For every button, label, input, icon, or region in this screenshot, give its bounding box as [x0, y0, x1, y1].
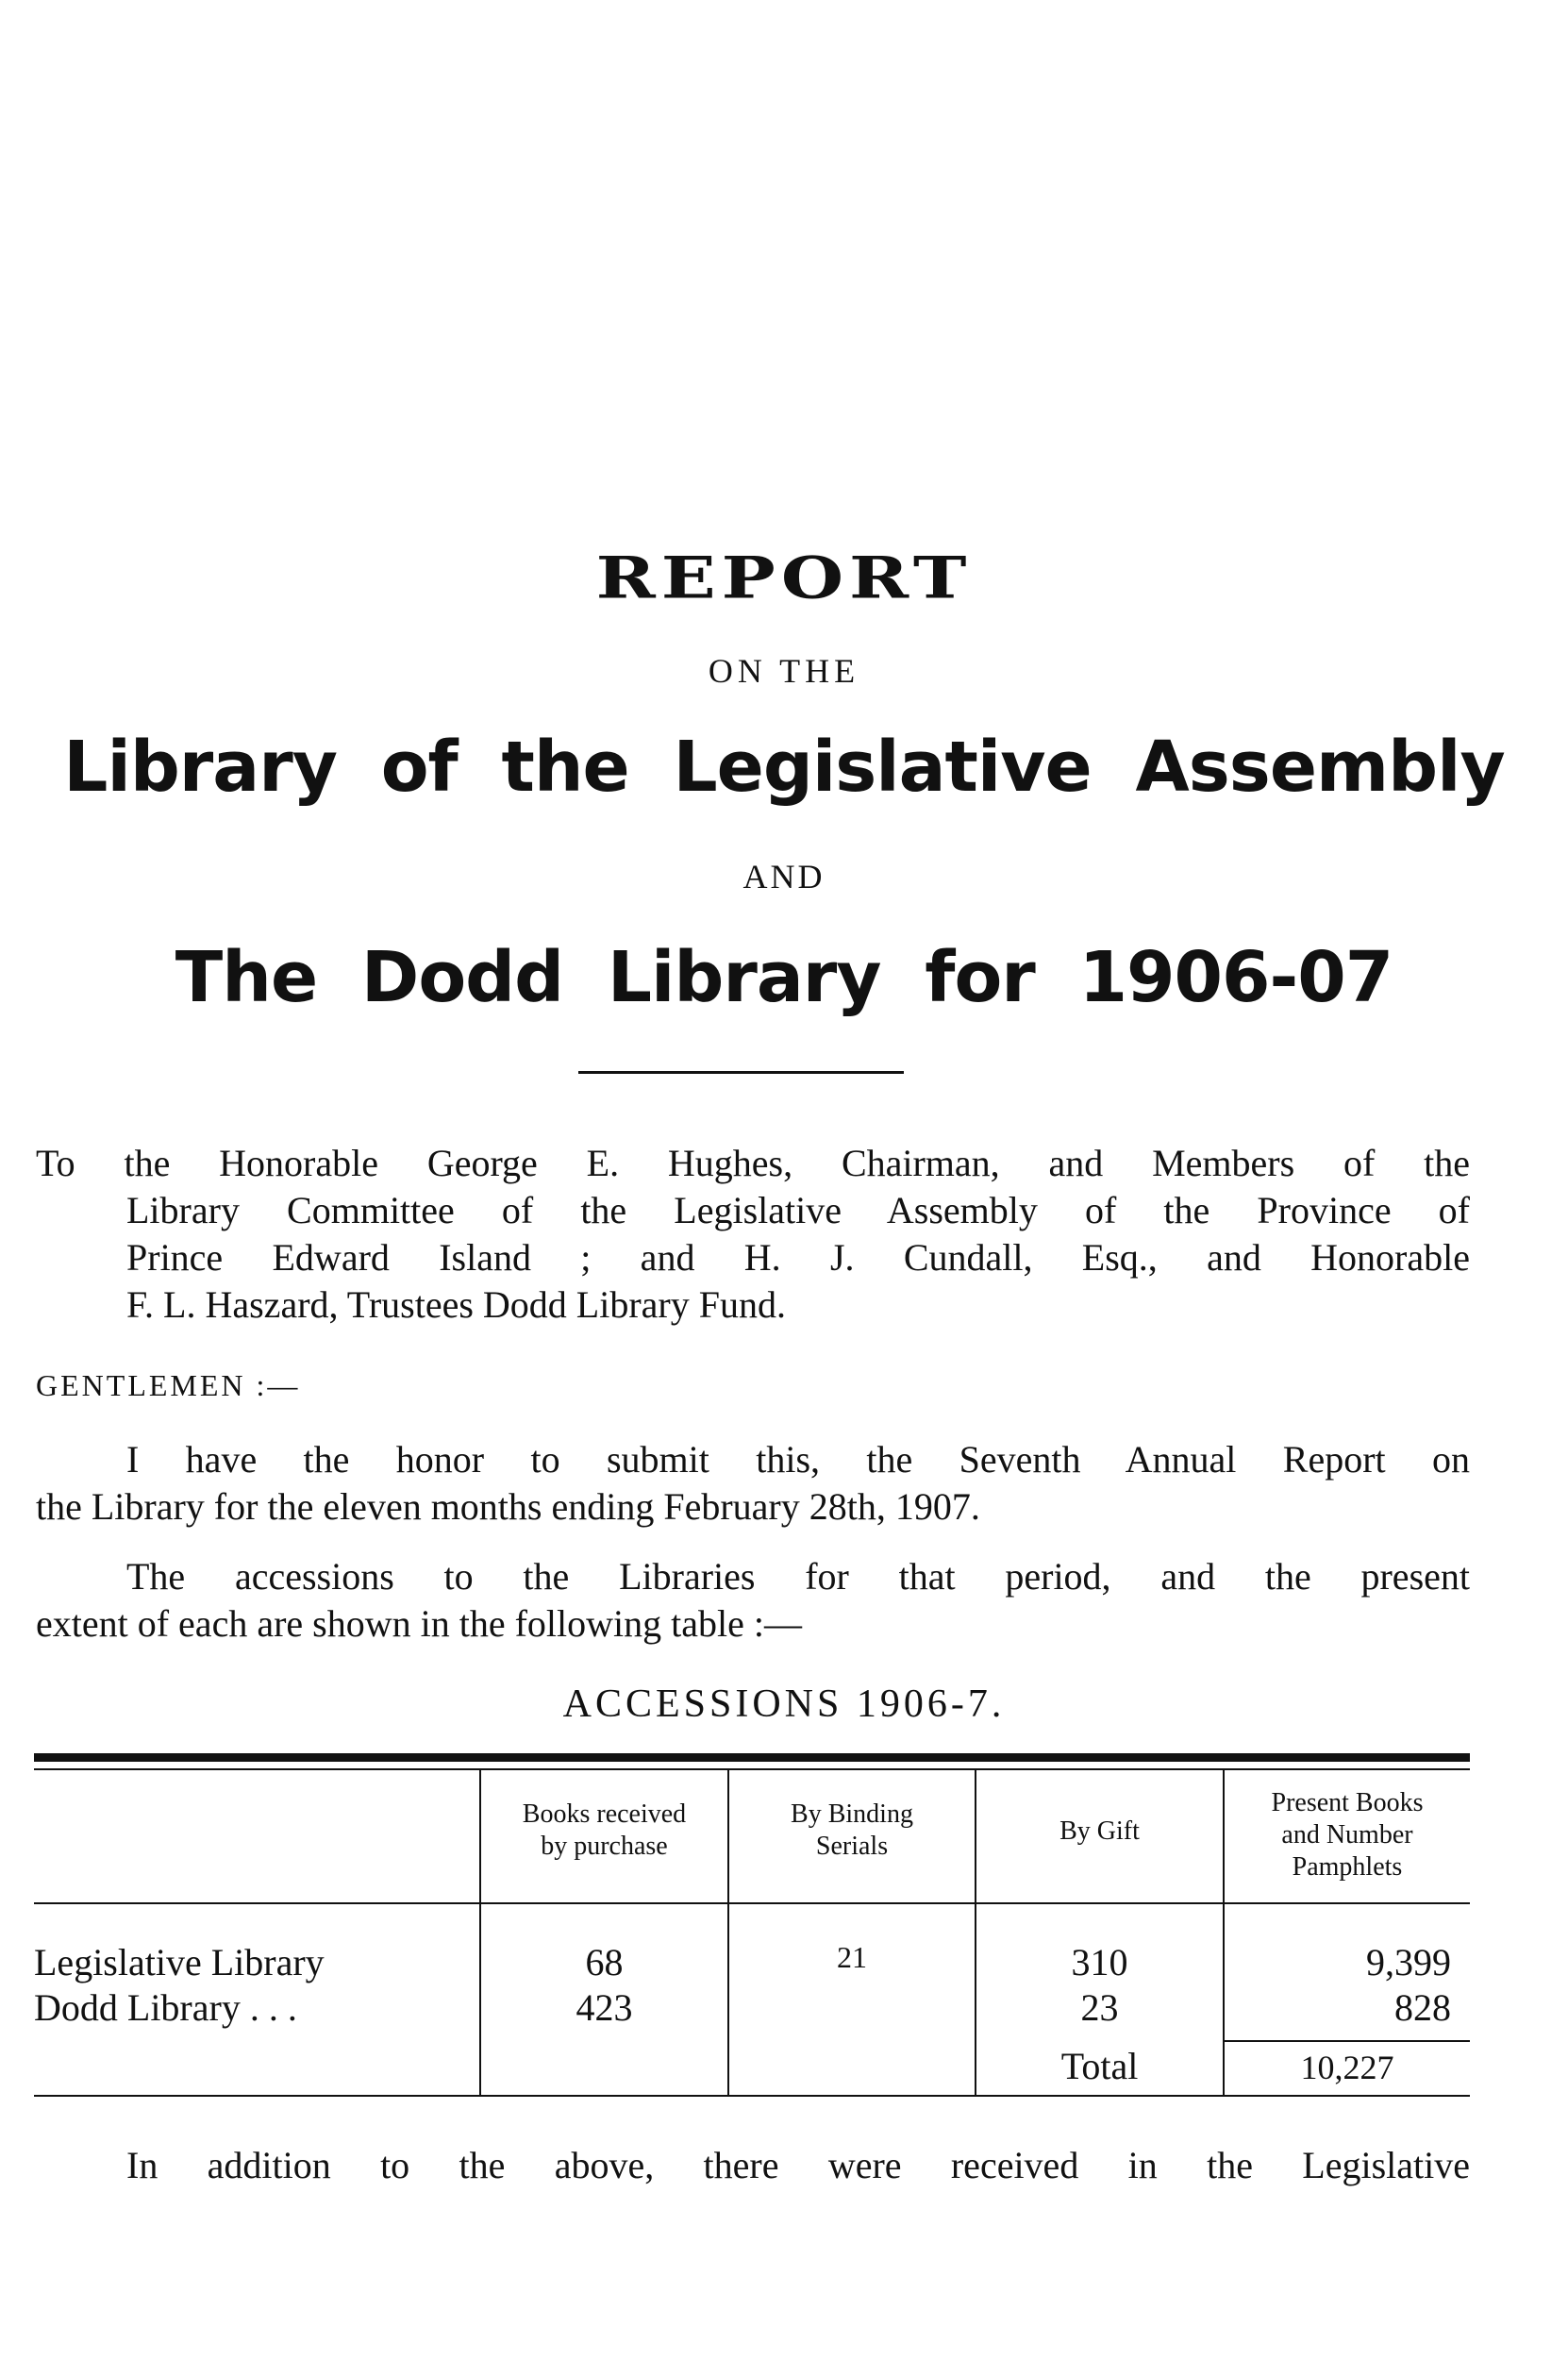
accessions-intro-paragraph: [36, 1553, 1470, 1648]
header-purchase: [481, 1799, 727, 1863]
intro-paragraph: [36, 1436, 1470, 1531]
total-label: Total: [1060, 2045, 1139, 2087]
addressee-line: Library Committee of the Legislative Assembly of the Province of: [126, 1189, 1470, 1231]
report-title: REPORT: [595, 544, 973, 612]
table-top-thin-rule: [34, 1768, 1470, 1770]
dodd-library-heading: The Dodd Library for 1906-07: [175, 937, 1393, 1018]
header-line: Present Books: [1271, 1788, 1424, 1817]
header-line: Pamphlets: [1292, 1852, 1403, 1882]
header-binding: [729, 1799, 975, 1863]
accessions-table: [34, 1753, 1470, 2112]
addressee-line: To the Honorable George E. Hughes, Chairman, and Members of the: [36, 1142, 1470, 1184]
header-present: [1225, 1787, 1470, 1883]
addressee-line: Prince Edward Island ; and H. J. Cundall, Esq., and Honorable: [126, 1236, 1470, 1279]
paragraph-line: I have the honor to submit this, the Seventh Annual Report on: [126, 1438, 1470, 1481]
header-line: and Number: [1281, 1820, 1413, 1850]
library-heading: Library of the Legislative Assembly: [63, 727, 1505, 808]
total-rule: [1223, 2040, 1470, 2042]
paragraph-line: the Library for the eleven months ending February 28th, 1907.: [36, 1485, 980, 1528]
closing-paragraph: [36, 2142, 1470, 2189]
paragraph-line: extent of each are shown in the following table :—: [36, 1602, 802, 1645]
header-line: Books received: [522, 1799, 687, 1829]
row-label-legislative: Legislative Library: [34, 1941, 325, 1983]
table-bottom-rule: [34, 2095, 1470, 2097]
cell-purchase: 68: [585, 1941, 624, 1983]
table-top-rule: [34, 1753, 1470, 1762]
on-the-subtitle: ON THE: [708, 652, 860, 690]
header-line: By Gift: [1059, 1816, 1140, 1846]
paragraph-line: The accessions to the Libraries for that period, and the present: [126, 1555, 1470, 1598]
header-line: By Binding: [791, 1799, 913, 1829]
paragraph-line: In addition to the above, there were received in the Legislative: [126, 2144, 1470, 2186]
cell-present: 828: [1394, 1986, 1451, 2029]
and-subtitle: AND: [742, 858, 826, 895]
cell-gift: 23: [1080, 1986, 1119, 2029]
title-divider: [578, 1071, 904, 1074]
addressee-line: F. L. Haszard, Trustees Dodd Library Fund.: [126, 1283, 786, 1326]
addressee-paragraph: [36, 1140, 1470, 1329]
total-value: 10,227: [1300, 2049, 1394, 2086]
salutation: GENTLEMEN :—: [36, 1368, 301, 1402]
accessions-table-title: ACCESSIONS 1906-7.: [562, 1682, 1006, 1726]
row-label-dodd: Dodd Library . . .: [34, 1986, 297, 2029]
cell-gift: 310: [1071, 1941, 1128, 1983]
header-bottom-rule: [34, 1902, 1470, 1904]
header-gift: [976, 1816, 1223, 1848]
cell-purchase: 423: [575, 1986, 633, 2029]
header-line: by purchase: [541, 1832, 668, 1861]
cell-present: 9,399: [1366, 1941, 1451, 1983]
cell-binding: 21: [837, 1940, 867, 1974]
header-line: Serials: [815, 1832, 889, 1861]
